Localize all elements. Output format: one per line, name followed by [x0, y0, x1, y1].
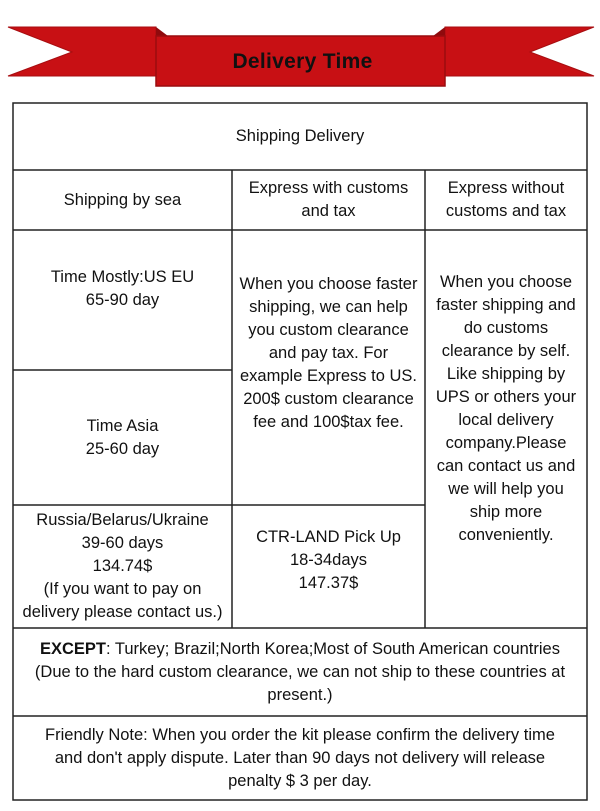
friendly-note-cell — [13, 716, 587, 800]
banner-title: Delivery Time — [232, 50, 373, 73]
column-header-express-with-tax — [232, 170, 425, 230]
express-without-tax-note-text: When you choose faster shipping and do customs clearance by self. Like shipping by UPS or others your local delivery company.Please can contact us and we will help you ship more conveniently. — [435, 273, 577, 544]
except-text: : Turkey; Brazil;North Korea;Most of South American countries (Due to the hard custom clearance, we can not ship to these countries at present.) — [34, 639, 566, 704]
express-with-tax-note-text: When you choose faster shipping, we can help you custom clearance and pay tax. For example Express to US. 200$ custom clearance fee and 100$tax fee. — [239, 275, 418, 431]
column-label-express-without-tax: Express without customs and tax — [445, 179, 567, 220]
express-without-tax-note-cell — [425, 230, 587, 628]
column-label-express-with-tax: Express with customs and tax — [248, 179, 409, 220]
except-block — [35, 638, 565, 707]
sea-us-eu-cell — [13, 230, 232, 370]
sea-asia-cell — [13, 370, 232, 505]
express-ctr-land-text: CTR-LAND Pick Up 18-34days 147.37$ — [256, 528, 401, 592]
column-header-sea — [13, 170, 232, 230]
sea-russia-text: Russia/Belarus/Ukraine 39-60 days 134.74$ (If you want to pay on delivery please contact us.) — [22, 511, 223, 621]
column-label-sea: Shipping by sea — [63, 190, 182, 209]
except-label: EXCEPT — [40, 639, 107, 658]
column-header-express-without-tax — [425, 170, 587, 230]
table-header — [13, 103, 587, 170]
except-cell — [13, 628, 587, 716]
sea-asia-text: Time Asia 25-60 day — [85, 416, 160, 458]
sea-russia-cell — [13, 505, 232, 628]
express-with-tax-note-cell — [232, 230, 425, 505]
express-ctr-land-cell — [232, 505, 425, 628]
shipping-delivery-title: Shipping Delivery — [235, 127, 365, 145]
sea-us-eu-text: Time Mostly:US EU 65-90 day — [50, 268, 195, 309]
friendly-note-text: Friendly Note: When you order the kit please confirm the delivery time and don't apply dispute. Later than 90 days not delivery will release penalty $ 3 per day. — [45, 725, 555, 790]
